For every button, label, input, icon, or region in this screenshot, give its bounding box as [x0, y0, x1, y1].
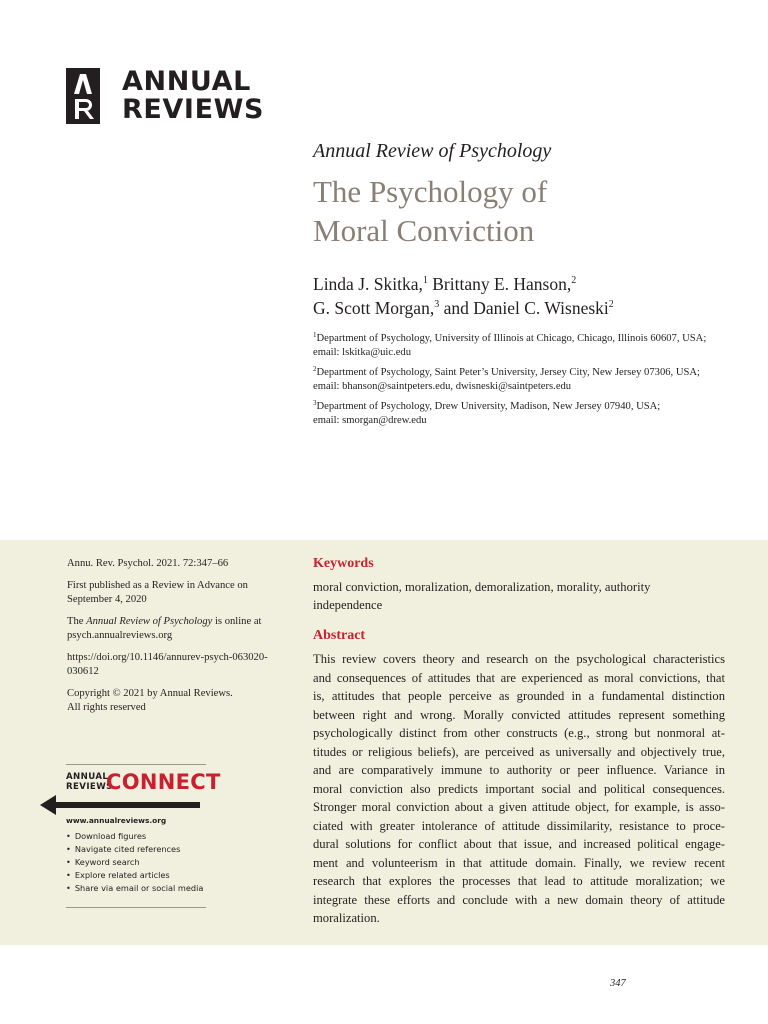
title-line: The Psychology of [313, 174, 548, 209]
annual-reviews-connect-box[interactable] [40, 764, 221, 908]
author-name: Linda J. Skitka, [313, 274, 423, 294]
affiliation-number: 1 [313, 331, 317, 339]
affiliation-address: Department of Psychology, University of Illinois at Chicago, Chicago, Illinois 60607, USA; [316, 333, 707, 344]
list-item: • Navigate cited references [66, 844, 181, 854]
title-line: Moral Conviction [313, 213, 535, 248]
affiliation-address: Department of Psychology, Saint Peter’s University, Jersey City, New Jersey 07306, USA; [316, 367, 700, 378]
affiliation-email[interactable]: email: bhanson@saintpeters.edu, dwisneski@saintpeters.edu [313, 381, 572, 392]
doi-link[interactable]: https://doi.org/10.1146/annurev-psych-063020- 030612 [67, 652, 268, 677]
author-affiliation-mark: 1 [422, 275, 428, 286]
list-item: • Keyword search [66, 857, 140, 867]
author-affiliation-mark: 3 [434, 299, 440, 310]
affiliation-email[interactable]: email: lskitka@uic.edu [313, 347, 412, 358]
article-metadata-sidebar [67, 557, 282, 723]
journal-name: Annual Review of Psychology [313, 140, 552, 162]
affiliation-email[interactable]: email: smorgan@drew.edu [313, 415, 427, 426]
connect-feature-list [66, 830, 203, 895]
bullet-icon: • [66, 857, 71, 867]
connect-annual-reviews-label: ANNUAL REVIEWS [66, 772, 113, 792]
author-name: G. Scott Morgan, [313, 298, 435, 318]
author-line [313, 296, 733, 320]
affiliation-list [313, 332, 733, 434]
affiliation [313, 400, 733, 428]
affiliation [313, 366, 733, 394]
logo-wordmark [122, 68, 266, 124]
abstract-column [313, 556, 725, 928]
left-arrow-icon [40, 794, 200, 816]
page-number: 347 [610, 978, 626, 989]
first-published: First published as a Review in Advance on September 4, 2020 [67, 580, 248, 605]
logo-line-annual: ANNUAL [122, 66, 251, 97]
affiliation [313, 332, 733, 360]
author-affiliation-mark: 2 [571, 275, 577, 286]
online-journal-name: Annual Review of Psychology [86, 616, 213, 627]
bullet-icon: • [66, 831, 71, 841]
logo-line-reviews: REVIEWS [122, 94, 265, 125]
connect-url-link[interactable]: www.annualreviews.org [66, 816, 167, 825]
author-line [313, 272, 733, 296]
abstract-text: This review covers theory and research on the psychological characteristics and consequences of attitudes that are experienced as moral convictions, that is, attitudes that people perceive as grounded in a fundamental distinction between right and wrong. Morally convicted attitudes represent something psychologically distinct from other constructs (e.g., strong but nonmoral at- titudes or religious beliefs), are perceived as universally and objectively true, and are comparatively immune to authority or peer influence. Variance in moral conviction also predicts important social and political consequences. Stronger moral conviction about a given attitude object, for example, is asso- ciated with greater intolerance of attitude dissimilarity, resistance to proce- dural solutions for conflict about that issue, and increased political engage- ment and volunteerism in that attitude domain. Finally, we review recent research that explores the processes that lead to attitude moralization; we integrate these efforts and conclude with a new domain theory of attitude moralization. [313, 652, 725, 925]
bullet-icon: • [66, 844, 71, 854]
divider [66, 907, 206, 908]
affiliation-number: 2 [313, 365, 317, 373]
author-list [313, 272, 733, 320]
ar-monogram-icon [66, 68, 100, 124]
list-item: • Share via email or social media [66, 883, 204, 893]
affiliation-number: 3 [313, 399, 317, 407]
annual-reviews-logo [66, 68, 266, 124]
keywords-text: moral conviction, moralization, demoralization, morality, authority independence [313, 580, 651, 612]
connect-wordmark: CONNECT [106, 770, 221, 794]
list-item: • Explore related articles [66, 870, 170, 880]
list-item: • Download figures [66, 831, 147, 841]
divider [66, 764, 206, 765]
keywords-heading: Keywords [313, 556, 374, 571]
abstract-heading: Abstract [313, 628, 366, 643]
journal-url-link[interactable]: psych.annualreviews.org [67, 630, 173, 641]
author-name: Brittany E. Hanson, [432, 274, 572, 294]
affiliation-address: Department of Psychology, Drew University, Madison, New Jersey 07940, USA; [316, 401, 661, 412]
author-affiliation-mark: 2 [608, 299, 614, 310]
bullet-icon: • [66, 883, 71, 893]
copyright-notice: Copyright © 2021 by Annual Reviews. All rights reserved [67, 688, 233, 713]
bullet-icon: • [66, 870, 71, 880]
article-title [313, 172, 713, 250]
online-availability: The Annual Review of Psychology is online at psych.annualreviews.org [67, 615, 282, 643]
author-name: and Daniel C. Wisneski [443, 298, 609, 318]
citation: Annu. Rev. Psychol. 2021. 72:347–66 [67, 558, 229, 569]
